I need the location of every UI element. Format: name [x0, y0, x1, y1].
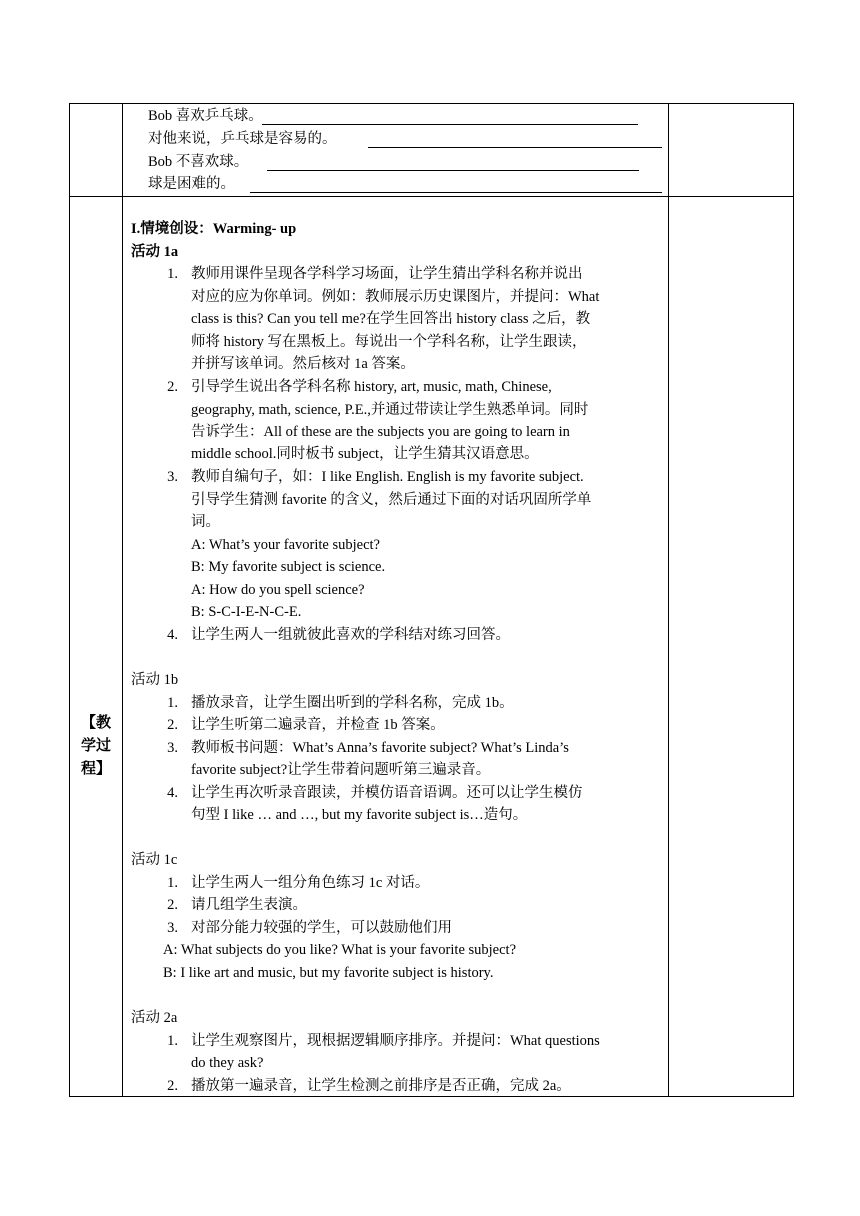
top-line-2-text: 对他来说，乒乓球是容易的。 — [148, 131, 337, 147]
answer-blank-4 — [250, 178, 662, 193]
side-label-line-3: 程】 — [80, 761, 111, 777]
list-item-text: 教师板书问题：What’s Anna’s favorite subject? What’s Linda’s — [191, 740, 569, 756]
list-item-text: 对应的应为你单词。例如：教师展示历史课图片，并提问：What — [191, 289, 600, 305]
list-item-text: 对部分能力较强的学生，可以鼓励他们用 — [191, 920, 452, 936]
list-item-text: geography, math, science, P.E.,并通过带读让学生熟悉单词。同时 — [191, 402, 589, 418]
list-number: 2. — [167, 379, 178, 395]
list-item-text: 让学生观察图片，现根据逻辑顺序排序。并提问：What questions — [191, 1033, 600, 1049]
answer-blank-1 — [262, 110, 638, 125]
top-line-1-text: Bob 喜欢乒乓球。 — [148, 108, 263, 124]
list-number: 3. — [167, 920, 178, 936]
list-item-text: 教师用课件呈现各学科学习场面，让学生猜出学科名称并说出 — [191, 266, 583, 282]
list-number: 3. — [167, 469, 178, 485]
list-number: 1. — [167, 695, 178, 711]
dialogue-line: A: How do you spell science? — [191, 582, 365, 598]
list-number: 4. — [167, 627, 178, 643]
list-item-text: 词。 — [191, 514, 220, 530]
list-item-text: 引导学生猜测 favorite 的含义，然后通过下面的对话巩固所学单 — [191, 492, 592, 508]
table-border-top — [69, 103, 794, 104]
list-item-text: class is this? Can you tell me?在学生回答出 history class 之后，教 — [191, 311, 591, 327]
dialogue-line: A: What’s your favorite subject? — [191, 537, 380, 553]
list-number: 2. — [167, 717, 178, 733]
list-item-text: 播放第一遍录音，让学生检测之前排序是否正确，完成 2a。 — [191, 1078, 571, 1094]
list-item-text: 师将 history 写在黑板上。每说出一个学科名称，让学生跟读， — [191, 334, 587, 350]
activity-1a-title: 活动 1a — [131, 244, 179, 260]
dialogue-line: B: My favorite subject is science. — [191, 559, 386, 575]
list-number: 2. — [167, 897, 178, 913]
list-number: 2. — [167, 1078, 178, 1094]
list-item-text: 引导学生说出各学科名称 history, art, music, math, Chinese, — [191, 379, 552, 395]
top-line-4 — [148, 174, 235, 194]
top-line-3 — [148, 152, 248, 172]
answer-blank-3 — [267, 156, 639, 171]
list-item-text: do they ask? — [191, 1055, 264, 1071]
teaching-process-label — [72, 712, 120, 781]
dialogue-line: B: S-C-I-E-N-C-E. — [191, 604, 302, 620]
section-title: I.情境创设：Warming- up — [131, 221, 297, 237]
list-item-text: 让学生两人一组就彼此喜欢的学科结对练习回答。 — [191, 627, 510, 643]
list-item-text: 播放录音，让学生圈出听到的学科名称，完成 1b。 — [191, 695, 514, 711]
list-item-text: 让学生再次听录音跟读，并模仿语音语调。还可以让学生模仿 — [191, 785, 583, 801]
activity-1b-title: 活动 1b — [131, 672, 179, 688]
side-label-line-1: 【教 — [80, 715, 111, 731]
table-border-right — [793, 103, 794, 1096]
list-item-text: 并拼写该单词。然后核对 1a 答案。 — [191, 356, 415, 372]
list-item-text: 句型 I like … and …, but my favorite subject is…造句。 — [191, 807, 528, 823]
list-number: 1. — [167, 266, 178, 282]
activity-2a-title: 活动 2a — [131, 1010, 178, 1026]
activity-1c-title: 活动 1c — [131, 852, 178, 868]
top-line-2 — [148, 129, 337, 149]
list-item-text: 让学生听第二遍录音，并检查 1b 答案。 — [191, 717, 445, 733]
table-border-bottom — [69, 1096, 794, 1097]
list-item-text: middle school.同时板书 subject，让学生猜其汉语意思。 — [191, 446, 539, 462]
top-line-3-text: Bob 不喜欢球。 — [148, 154, 249, 170]
list-item-text: favorite subject?让学生带着问题听第三遍录音。 — [191, 762, 491, 778]
list-number: 4. — [167, 785, 178, 801]
table-border-left — [69, 103, 70, 1096]
top-line-4-text: 球是困难的。 — [148, 176, 235, 192]
side-label-line-2: 学过 — [80, 738, 111, 754]
list-number: 3. — [167, 740, 178, 756]
dialogue-line: B: I like art and music, but my favorite subject is history. — [163, 965, 494, 981]
list-number: 1. — [167, 875, 178, 891]
list-item-text: 让学生两人一组分角色练习 1c 对话。 — [191, 875, 430, 891]
table-col-divider-2 — [668, 103, 669, 1096]
dialogue-line: A: What subjects do you like? What is your favorite subject? — [163, 942, 517, 958]
answer-blank-2 — [368, 133, 662, 148]
table-col-divider-1 — [122, 103, 123, 1096]
table-row-divider — [69, 196, 794, 197]
list-item-text: 教师自编句子，如：I like English. English is my favorite subject. — [191, 469, 584, 485]
list-number: 1. — [167, 1033, 178, 1049]
top-line-1 — [148, 106, 263, 126]
list-item-text: 请几组学生表演。 — [191, 897, 307, 913]
list-item-text: 告诉学生：All of these are the subjects you are going to learn in — [191, 424, 570, 440]
